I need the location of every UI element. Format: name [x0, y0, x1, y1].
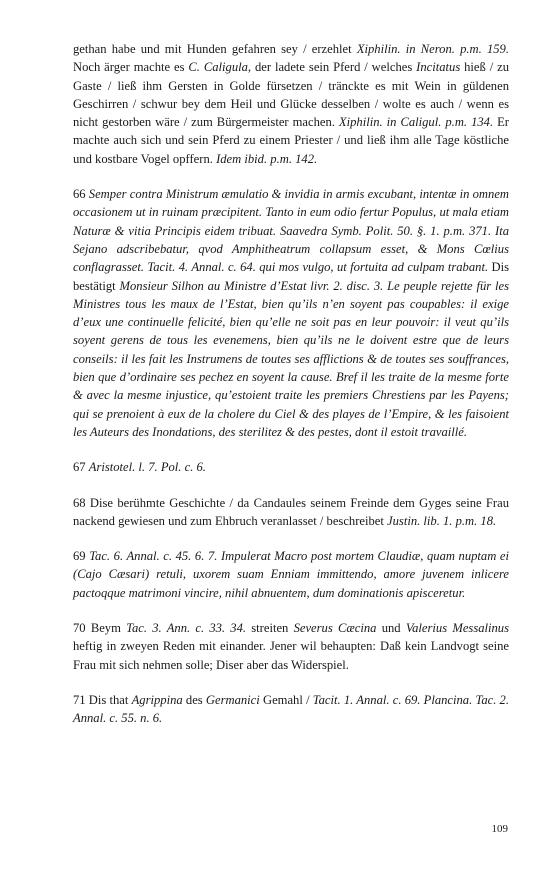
proper-name: Incitatus — [416, 60, 461, 75]
footnote-69 — [73, 547, 509, 602]
proper-name: Germanici — [205, 692, 260, 707]
proper-name: Valerius Messalinus — [405, 621, 510, 636]
text-segment: 71 Dis that — [73, 692, 132, 707]
text-segment: , der ladete sein Pferd / welches — [247, 60, 417, 75]
citation: Tac. 3. Ann. c. 33. 34. — [126, 621, 247, 636]
text-segment: gethan habe und mit Hunden gefahren sey / erzehlet — [73, 42, 357, 56]
citation: Idem ibid. p.m. 142. — [216, 151, 318, 166]
footnote-70 — [73, 619, 509, 674]
text-segment: hieß / zu Gaste / ließ ihm Gersten in Golde fürsetzen / tränckte es mit Wein in güldenen Geschirren / schwur bey dem Heil und Glücke desselben / wolte es auch / wenn es nicht gestorben wäre / zum Bürgermeister machen. — [73, 60, 510, 130]
text-segment: Er machte auch sich und sein Pferd zu einem Priester / und ließ ihm alle Tage köstliche und kostbare Vogel opffern. — [73, 115, 509, 166]
french-quotation: Monsieur Silhon au Ministre d’Estat livr. 2. disc. 3. Le peuple rejette für les Ministres tous les maux de l’Estat, bien qu’ils n’en soyent pas coupables: il exige d’eux une continuelle felicité, bien qu’elle ne soit pas en leur pouvoir: il veut qu’ils soyent gerens de tous les evenemens, bien qu’ils ne le doivent estre que de leurs conseils: il les fait les Instrumens de toutes ses afflictions & de toutes ses souffrances, bien que d’ordinaire ses pechez en soyent la cause. Bref il les traite de la mesme forte & avec la mesme injustice, qu’estoient traite les premiers Chrestiens par les Payens; qui se prenoient à eux de la cholere du Ciel & des playes de l’Empire, & les faisoient les Auteurs des Inondations, des sterilitez & des pestes, dont il estoit travaillé. — [73, 278, 509, 439]
text-segment: und — [376, 621, 406, 636]
citation: Tacit. 1. Annal. c. 69. Plancina. Tac. 2. Annal. c. 55. n. 6. — [73, 692, 510, 726]
text-segment: 70 Beym — [73, 621, 127, 636]
footnote-number: 69 — [73, 549, 90, 564]
proper-name: Severus Cæcina — [293, 621, 377, 636]
footnote-67 — [73, 458, 509, 476]
page-number: 109 — [491, 823, 508, 835]
latin-quotation: Tac. 6. Annal. c. 45. 6. 7. Impulerat Macro post mortem Claudiæ, quam nuptam ei (Cajo Cæsari) retuli, uxorem suam Enniam immittendo, amore juvenem inlicere pactoqque matrimoni vincire, nihil abnuentem, dum dominationis apisceretur. — [73, 549, 510, 600]
text-segment: Gemahl / — [259, 692, 313, 707]
text-segment: heftig in zweyen Reden mit einander. Jener wil behaupten: Daß kein Landvogt seine Frau mit sich nehmen solle; Diser aber das Widerspiel. — [73, 639, 509, 672]
text-segment: streiten — [246, 621, 294, 636]
footnote-71 — [73, 691, 509, 728]
latin-quotation: Semper contra Ministrum æmulatio & invidia in armis excubant, intentæ in omnem occasionem ut in ruinam præcipitent. Tanto in eum odio fertur Populus, ut mala etiam Naturæ & vitia Principis eidem tribuat. Saavedra Symb. Polit. 50. §. 1. p.m. 371. Ita Sejano adscribebatur, qvod Amphitheatrum collapsum esset, & Mons Cœlius conflagrasset. Tacit. 4. Annal. c. 64. qui mos vulgo, ut fortuita ad culpam trabant. — [73, 187, 509, 275]
footnote-number: 67 — [73, 460, 89, 475]
text-segment: 68 Dise berühmte Geschichte / da Candaules seinem Freinde dem Gyges seine Frau nackend gewiesen und zum Ehbruch veranlasset / beschreibet — [73, 495, 509, 528]
citation: Xiphilin. in Neron. p.m. 159. — [356, 42, 509, 56]
text-segment: Noch ärger machte es — [73, 60, 189, 75]
citation: Xiphilin. in Caligul. p.m. 134. — [338, 115, 494, 130]
proper-name: C. Caligula — [188, 60, 248, 75]
footnote-number: 66 — [73, 187, 89, 202]
footnotes-body — [73, 40, 509, 745]
text-segment: des — [182, 692, 206, 707]
citation: Justin. lib. 1. p.m. 18. — [387, 513, 497, 528]
text-segment: Dis bestätigt — [73, 260, 509, 293]
citation: Aristotel. l. 7. Pol. c. 6. — [88, 460, 206, 475]
footnote-68 — [73, 494, 509, 531]
proper-name: Agrippina — [131, 692, 183, 707]
footnote-continuation — [73, 40, 509, 168]
footnote-66 — [73, 185, 509, 441]
